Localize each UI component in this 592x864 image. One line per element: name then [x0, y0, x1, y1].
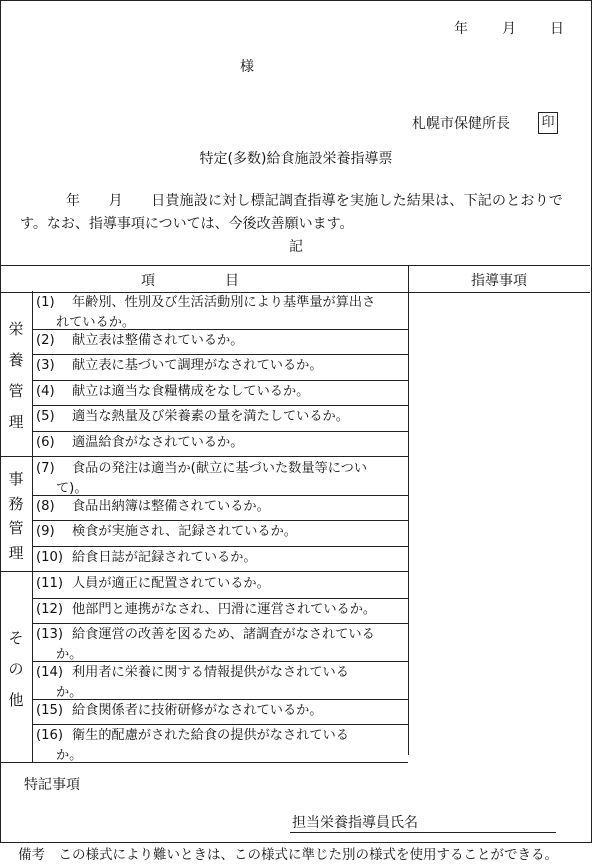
item-number: (12): [36, 601, 64, 617]
item-text: 給食関係者に技術研修がなされているか。: [72, 702, 323, 718]
item-number: (11): [36, 576, 64, 592]
item-number: (3): [36, 358, 55, 374]
item-text: 適温給食がなされているか。: [72, 434, 244, 450]
ki-heading: 記: [289, 239, 303, 255]
group-label-char: 管: [8, 382, 24, 400]
addressee-suffix: 様: [240, 59, 254, 75]
item-number: (7): [36, 461, 55, 476]
group-label: [0, 572, 33, 762]
item-text: 献立表は整備されているか。: [72, 333, 244, 348]
group-label: [0, 291, 33, 456]
table-row: [32, 572, 408, 598]
staff-signature-line: [290, 832, 556, 833]
table-row: [32, 431, 408, 456]
group-label-char: 事: [8, 470, 24, 489]
item-text: 給食日誌が記録されているか。: [72, 549, 257, 565]
item-text: 食品出納簿は整備されているか。: [72, 499, 270, 514]
item-number: (6): [36, 434, 55, 450]
item-number: (14): [36, 664, 64, 680]
item-number: (5): [36, 409, 55, 425]
table-row: [32, 354, 408, 380]
item-text: 適当な熱量及び栄養素の量を満たしているか。: [72, 409, 349, 425]
table-row: [32, 623, 408, 662]
col-item-header: 項 目: [141, 273, 267, 289]
date-month: 月: [502, 21, 516, 37]
table-row: [32, 291, 408, 330]
table-row: [32, 520, 408, 546]
item-text-continued: れているか。: [56, 315, 136, 330]
staff-name-label: 担当栄養指導員氏名: [292, 815, 418, 831]
item-number: (2): [36, 333, 55, 348]
table-row: [32, 405, 408, 431]
table-row: [32, 329, 408, 355]
table-header: [0, 265, 590, 293]
group-label-char: の: [8, 660, 24, 679]
item-group: [0, 572, 408, 763]
group-label-char: 理: [8, 413, 24, 431]
group-label-char: 管: [8, 519, 24, 538]
body-line-2: す。なお、指導事項については、今後改善願います。: [20, 216, 354, 232]
group-label-char: そ: [8, 629, 24, 648]
item-number: (13): [36, 626, 64, 642]
table-row: [32, 495, 408, 521]
date-year: 年: [454, 21, 468, 37]
item-text: 給食運営の改善を図るため、諸調査がなされている: [72, 626, 375, 642]
item-text-continued: か。: [56, 646, 83, 662]
table-row: [32, 699, 408, 725]
item-number: (8): [36, 499, 55, 514]
item-text: 献立表に基づいて調理がなされているか。: [72, 358, 323, 374]
group-label-char: 務: [8, 494, 24, 513]
table-row: [32, 661, 408, 700]
item-text: 献立は適当な食糧構成をなしているか。: [72, 383, 310, 399]
table-row: [32, 457, 408, 496]
seal-mark: 印: [538, 112, 558, 134]
item-text: 衛生的配慮がされた給食の提供がなされている: [72, 728, 349, 744]
body-line-1: 年 月 日貴施設に対し標記調査指導を実施した結果は、下記のとおりで: [66, 193, 563, 209]
item-text: 食品の発注は適当か(献立に基づいた数量等につい: [72, 461, 368, 476]
group-label-char: 理: [8, 543, 24, 562]
item-group: [0, 291, 408, 457]
item-text-continued: て)。: [56, 481, 88, 496]
item-text-continued: か。: [56, 748, 83, 764]
item-text: 年齢別、性別及び生活活動別により基準量が算出さ: [72, 295, 376, 310]
date-day: 日: [550, 21, 564, 37]
table-row: [32, 724, 408, 762]
table-row: [32, 546, 408, 571]
document-title: 特定(多数)給食施設栄養指導票: [199, 151, 393, 167]
item-text: 利用者に栄養に関する情報提供がなされている: [72, 664, 349, 680]
item-number: (1): [36, 295, 55, 310]
group-label-char: 栄: [8, 320, 24, 338]
item-number: (4): [36, 383, 55, 399]
item-text: 他部門と連携がなされ、円滑に運営されているか。: [72, 601, 377, 617]
col-guidance-header: 指導事項: [471, 273, 527, 289]
issuer-name: 札幌市保健所長: [412, 116, 510, 132]
column-divider: [408, 265, 409, 755]
item-number: (16): [36, 728, 64, 744]
group-label: [0, 457, 33, 571]
item-group: [0, 457, 408, 572]
table-row: [32, 598, 408, 624]
special-notes-label: 特記事項: [24, 777, 80, 793]
body-paragraph: [20, 190, 590, 236]
remarks-note: 備考 この様式により難いときは、この様式に準じた別の様式を使用することができる。: [18, 847, 558, 863]
group-label-char: 養: [8, 351, 24, 369]
item-number: (9): [36, 524, 55, 540]
date-line: [454, 20, 564, 38]
item-number: (15): [36, 702, 64, 718]
table-row: [32, 380, 408, 406]
group-label-char: 他: [8, 691, 24, 710]
item-number: (10): [36, 549, 64, 565]
item-text-continued: か。: [56, 684, 83, 700]
item-text: 人員が適正に配置されているか。: [72, 576, 270, 592]
table-left-edge: [0, 265, 1, 755]
item-text: 検食が実施され、記録されているか。: [72, 524, 297, 540]
